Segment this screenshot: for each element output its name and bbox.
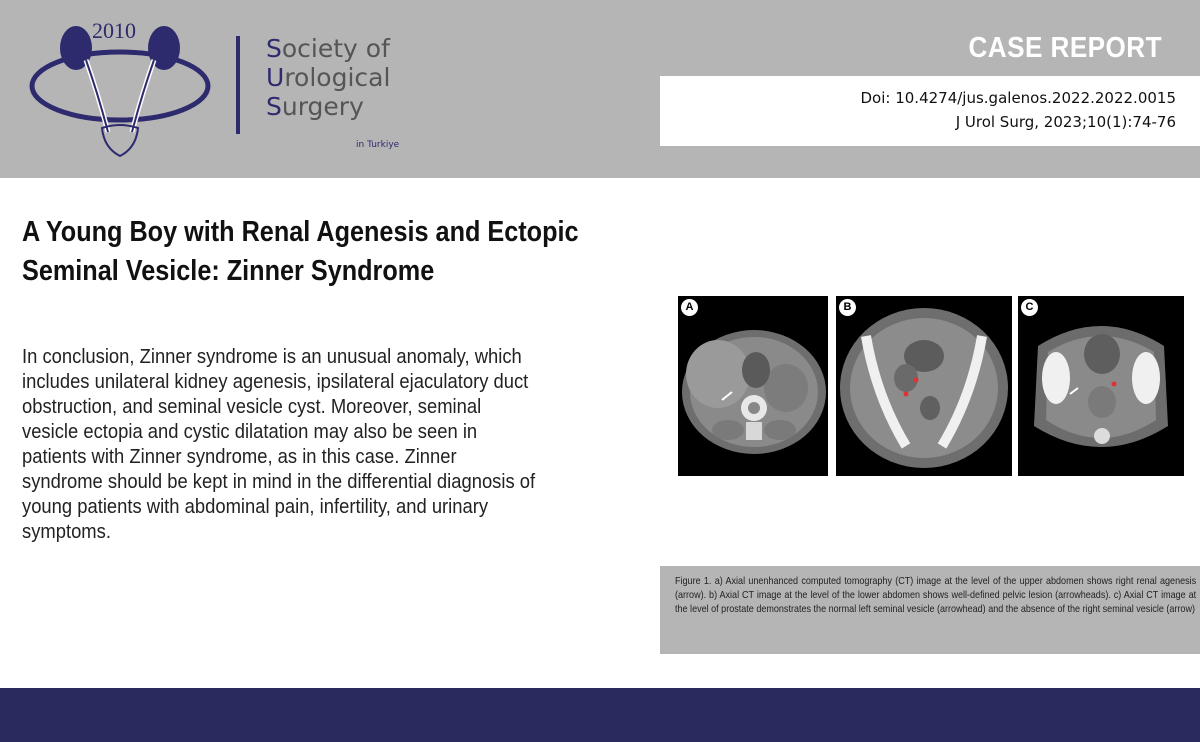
title-line-1: A Young Boy with Renal Agenesis and Ectopic	[22, 216, 579, 248]
ct-axial-prostate-image-icon	[1018, 296, 1184, 476]
abstract-text: In conclusion, Zinner syndrome is an unusual anomaly, which includes unilateral kidney agenesis, ipsilateral ejaculatory duct obstruction, and seminal vesicle cyst. Moreover, seminal vesicle ectopia and cystic dilatation may also be seen in patients with Zinner syndrome, as in this case. Zinner syndrome should be kept in mind in the differential diagnosis of young patients with abdominal pain, infertility, and urinary symptoms.	[22, 346, 536, 543]
figure-panel-c	[1018, 296, 1184, 476]
ct-axial-upper-abdomen-image-icon	[678, 296, 828, 476]
logo-divider	[236, 36, 240, 134]
page-header	[0, 0, 1200, 178]
doi-text: Doi: 10.4274/jus.galenos.2022.2022.0015	[860, 89, 1176, 107]
citation-box	[660, 76, 1200, 146]
society-line-3: Surgery	[266, 92, 364, 121]
page-footer-bar	[0, 688, 1200, 742]
figure-panel-a	[678, 296, 828, 476]
panel-label-c: C	[1021, 299, 1038, 316]
case-report-label: CASE REPORT	[968, 32, 1162, 64]
society-country: in Turkiye	[356, 140, 400, 150]
society-name	[266, 34, 390, 121]
panel-label-b: B	[839, 299, 856, 316]
panel-label-a: A	[681, 299, 698, 316]
logo-year: 2010	[92, 18, 136, 43]
article-title	[22, 213, 631, 291]
society-line-1: Society of	[266, 34, 390, 63]
figure-caption-box	[660, 566, 1200, 654]
figure-caption: Figure 1. a) Axial unenhanced computed tomography (CT) image at the level of the upper abdomen shows right renal agenesis (arrow). b) Axial CT image at the level of the lower abdomen shows well-defined pelvic lesion (arrowheads). c) Axial CT image at the level of prostate demonstrates the normal left seminal vesicle (arrowhead) and the absence of the right seminal vesicle (arrow)	[675, 575, 1197, 615]
title-line-2: Seminal Vesicle: Zinner Syndrome	[22, 255, 435, 287]
ct-axial-lower-abdomen-image-icon	[836, 296, 1012, 476]
society-line-2: Urological	[266, 63, 391, 92]
figure-panel-b	[836, 296, 1012, 476]
citation-text: J Urol Surg, 2023;10(1):74-76	[955, 113, 1176, 131]
